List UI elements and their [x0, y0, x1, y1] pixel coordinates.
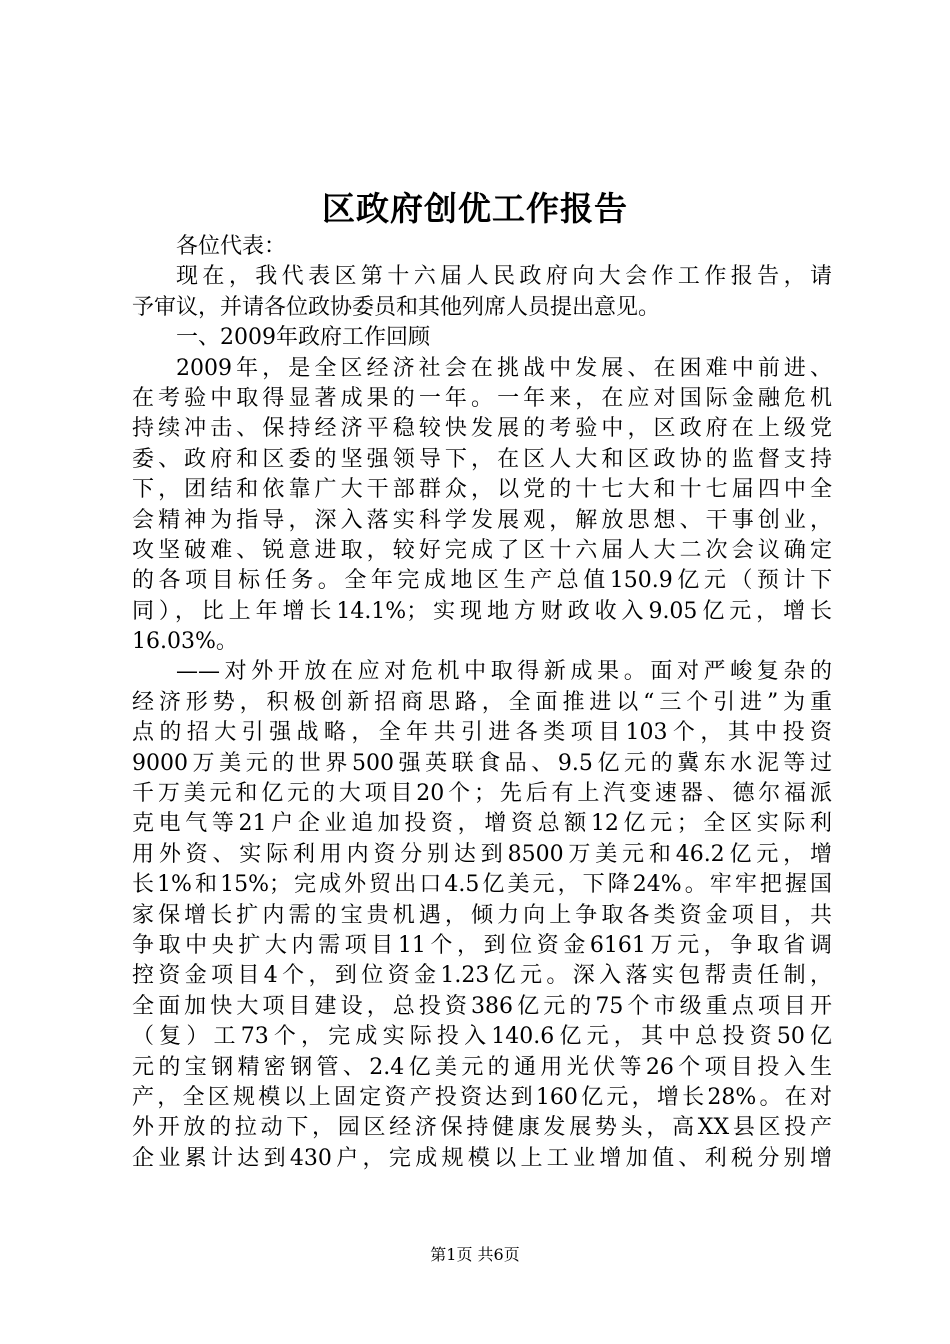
- text-line: 控资金项目4个，到位资金1.23亿元。深入落实包帮责任制，: [132, 963, 832, 989]
- text-line: ——对外开放在应对危机中取得新成果。面对严峻复杂的: [176, 659, 832, 685]
- text-line: 会精神为指导，深入落实科学发展观，解放思想、干事创业，: [132, 507, 832, 533]
- text-line: 产，全区规模以上固定资产投资达到160亿元，增长28%。在对: [132, 1084, 832, 1110]
- text-line: 在考验中取得显著成果的一年。一年来，在应对国际金融危机: [132, 385, 832, 411]
- document-body: [132, 232, 832, 1174]
- text-line: 家保增长扩内需的宝贵机遇，倾力向上争取各类资金项目，共: [132, 902, 832, 928]
- text-line: 点的招大引强战略，全年共引进各类项目103个，其中投资: [132, 720, 832, 746]
- text-line: 予审议，并请各位政协委员和其他列席人员提出意见。: [132, 294, 661, 320]
- text-line: 全面加快大项目建设，总投资386亿元的75个市级重点项目开: [132, 993, 832, 1019]
- text-line: 各位代表：: [176, 234, 287, 259]
- text-line: 外开放的拉动下，园区经济保持健康发展势头，高XX县区投产: [132, 1115, 832, 1141]
- text-line: 攻坚破难、锐意进取，较好完成了区十六届人大二次会议确定: [132, 537, 832, 563]
- text-line: 9000万美元的世界500强英联食品、9.5亿元的冀东水泥等过: [132, 750, 832, 776]
- text-line: 长1%和15%；完成外贸出口4.5亿美元，下降24%。牢牢把握国: [132, 872, 832, 898]
- text-line: 元的宝钢精密钢管、2.4亿美元的通用光伏等26个项目投入生: [132, 1054, 832, 1080]
- text-line: 经济形势，积极创新招商思路，全面推进以“三个引进”为重: [132, 689, 832, 715]
- text-line: 现在，我代表区第十六届人民政府向大会作工作报告，请: [176, 264, 832, 290]
- text-line: （复）工73个，完成实际投入140.6亿元，其中总投资50亿: [132, 1024, 832, 1050]
- text-line: 同），比上年增长14.1%；实现地方财政收入9.05亿元，增长: [132, 598, 832, 624]
- text-line: 克电气等21户企业追加投资，增资总额12亿元；全区实际利: [132, 811, 832, 837]
- page-footer: 第1页 共6页: [430, 1245, 520, 1264]
- text-line: 千万美元和亿元的大项目20个；先后有上汽变速器、德尔福派: [132, 781, 832, 807]
- text-line: 2009年，是全区经济社会在挑战中发展、在困难中前进、: [176, 355, 832, 381]
- text-line: 持续冲击、保持经济平稳较快发展的考验中，区政府在上级党: [132, 416, 832, 442]
- document-title: 区政府创优工作报告: [322, 189, 628, 228]
- text-line: 企业累计达到430户，完成规模以上工业增加值、利税分别增: [132, 1145, 832, 1171]
- text-line: 16.03%。: [132, 629, 238, 655]
- text-line: 一、2009年政府工作回顾: [176, 325, 430, 351]
- text-line: 用外资、实际利用内资分别达到8500万美元和46.2亿元，增: [132, 841, 832, 867]
- text-line: 的各项目标任务。全年完成地区生产总值150.9亿元（预计下: [132, 568, 832, 594]
- text-line: 委、政府和区委的坚强领导下，在区人大和区政协的监督支持: [132, 446, 832, 472]
- text-line: 争取中央扩大内需项目11个，到位资金6161万元，争取省调: [132, 932, 832, 958]
- text-line: 下，团结和依靠广大干部群众，以党的十七大和十七届四中全: [132, 477, 832, 503]
